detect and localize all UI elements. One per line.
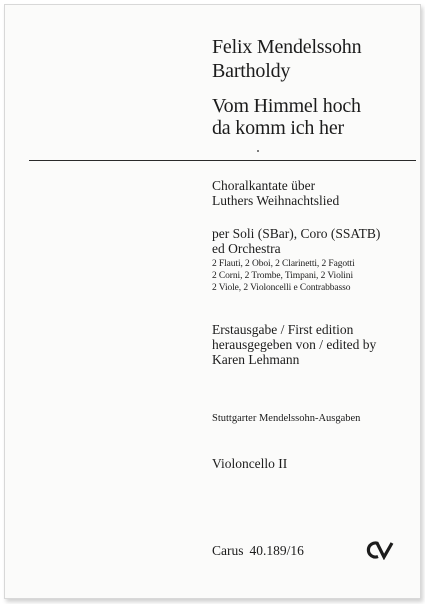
- horizontal-divider: [29, 160, 416, 161]
- composer-line-1: Felix Mendelssohn: [212, 36, 362, 58]
- work-title-line-2: da komm ich her: [212, 117, 344, 139]
- performing-forces: [212, 226, 410, 256]
- part-label: Violoncello II: [212, 456, 288, 471]
- work-title-line-1: Vom Himmel hoch: [212, 95, 361, 117]
- editor-name: Karen Lehmann: [212, 352, 300, 367]
- publisher-name: Carus: [212, 543, 244, 558]
- catalog-number: [212, 543, 304, 558]
- instrumentation-line: 2 Viole, 2 Violoncelli e Contrabbasso: [212, 283, 351, 293]
- work-subtitle: [212, 178, 410, 208]
- composer-line-2: Bartholdy: [212, 60, 291, 82]
- edition-line-2: herausgegeben von / edited by: [212, 337, 377, 352]
- part-name: [212, 456, 410, 471]
- series-label: Stuttgarter Mendelssohn-Ausgaben: [212, 413, 361, 424]
- score-cover-page: [4, 4, 421, 599]
- catalog-id: 40.189/16: [249, 543, 304, 558]
- series-name: [212, 413, 410, 425]
- small-dot-mark: [257, 150, 259, 152]
- forces-line-2: ed Orchestra: [212, 241, 281, 256]
- instrumentation-line: 2 Flauti, 2 Oboi, 2 Clarinetti, 2 Fagotti: [212, 259, 355, 269]
- work-title: [212, 95, 410, 139]
- subtitle-line-2: Luthers Weihnachtslied: [212, 193, 340, 208]
- instrumentation-line: 2 Corni, 2 Trombe, Timpani, 2 Violini: [212, 271, 353, 281]
- subtitle-line-1: Choralkantate über: [212, 178, 316, 193]
- forces-line-1: per Soli (SBar), Coro (SSATB): [212, 226, 381, 241]
- edition-line-1: Erstausgabe / First edition: [212, 322, 354, 337]
- carus-cv-logo-icon: [365, 540, 395, 560]
- edition-credits: [212, 322, 410, 367]
- instrumentation-list: [212, 258, 410, 294]
- composer-name: [212, 35, 410, 83]
